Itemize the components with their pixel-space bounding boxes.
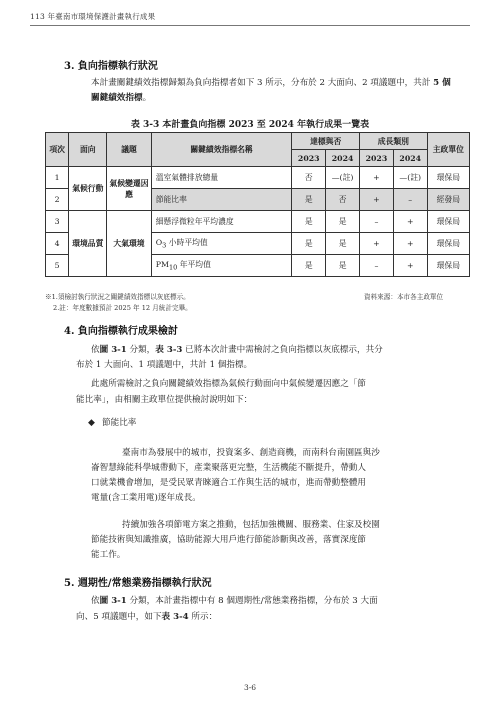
cell-agency: 經發局 [427, 189, 469, 211]
running-header: 113 年臺南市環境保護計畫執行成果 [30, 12, 156, 21]
table-note-2: 2.註：年度數據預計 2025 年 12 月統計完畢。 [53, 304, 192, 312]
s5p1-a: 依 [91, 596, 100, 606]
diamond-bullet-icon: ◆ [88, 418, 95, 428]
cell-achieved-2023: 是 [292, 189, 326, 211]
cell-growth-2024: – [393, 189, 427, 211]
cell-kpi-name: 溫室氣體排放總量 [151, 167, 292, 189]
cell-no: 3 [46, 211, 69, 233]
cell-achieved-2024: 否 [326, 189, 360, 211]
kpi-name-suffix: 小時平均值 [166, 238, 208, 248]
section-3-title: 3. 負向指標執行狀況 [64, 61, 158, 72]
s5p2-a: 向、5 項議題中，如下 [76, 612, 162, 622]
cell-no: 5 [46, 255, 69, 277]
kpi-name-suffix: 年平均值 [177, 260, 211, 270]
s5p1-c: 分類，本計畫指標中有 8 個週期性/常態業務指標，分布於 3 大面 [126, 596, 378, 606]
section-4-paragraph-2-line-2: 能比率」，由相關主政單位提供檢討說明如下： [76, 395, 253, 405]
cell-achieved-2024: 是 [326, 255, 360, 277]
section-5-title: 5. 週期性/常態業務指標執行狀況 [64, 578, 212, 589]
kpi-name-o: O [155, 238, 163, 248]
cell-achieved-2024: 是 [326, 211, 360, 233]
cell-achieved-2023: 是 [292, 255, 326, 277]
header-achieved-2023: 2023 [292, 150, 326, 167]
cell-kpi-name [151, 255, 292, 277]
header-kpi-name: 關鍵績效指標名稱 [151, 133, 292, 167]
cell-no: 2 [46, 189, 69, 211]
cell-issue-climate: 氣候變遷因應 [107, 167, 151, 211]
section-4-paragraph-2-line-1: 此處所需檢討之負向關鍵績效指標為氣候行動面向中氣候變遷因應之「節 [91, 379, 367, 389]
table-note-1: ※1.須檢討執行狀況之關鍵績效指標以灰底標示。 [45, 293, 190, 301]
table-row [46, 211, 470, 233]
cell-achieved-2023: 是 [292, 211, 326, 233]
s4p3-line-2: 崙智慧綠能科學城帶動下，產業聚落更完整，生活機能不斷提升，帶動人 [91, 463, 367, 473]
cell-growth-2024: + [393, 255, 427, 277]
section-5-paragraph-line-2 [76, 610, 456, 625]
s5p1-figure-ref: 圖 3-1 [99, 596, 127, 606]
cell-growth-2024: + [393, 233, 427, 255]
s4p1-table-ref: 表 3-3 [155, 345, 183, 355]
cell-achieved-2023: 是 [292, 233, 326, 255]
table-caption: 表 3-3 本計畫負向指標 2023 至 2024 年執行成果一覽表 [130, 120, 370, 130]
cell-no: 1 [46, 167, 69, 189]
header-achieved-2024: 2024 [326, 150, 360, 167]
header-agency: 主政單位 [427, 133, 469, 167]
s4p3-line-1: 臺南市為發展中的城市，投資案多、創造商機，而南科台南園區與沙 [122, 448, 380, 458]
header-issue: 議題 [107, 133, 151, 167]
section-3-text-bold: 5 個關鍵績效指標 [91, 78, 451, 103]
cell-kpi-name: 細懸浮微粒年平均濃度 [151, 211, 292, 233]
cell-growth-2024: + [393, 211, 427, 233]
cell-achieved-2024: —(註) [326, 167, 360, 189]
section-3-paragraph [91, 76, 451, 106]
cell-growth-2023: + [360, 167, 394, 189]
s4p4-line-3: 能工作。 [91, 550, 126, 560]
kpi-name-subscript: 10 [168, 263, 178, 272]
section-3-text-post: 。 [142, 93, 152, 103]
cell-growth-2023: – [360, 211, 394, 233]
s4p1-a: 依 [91, 345, 100, 355]
header-growth-2024: 2024 [393, 150, 427, 167]
section-4-paragraph-1-line-2: 布於 1 大面向、1 項議題中，共計 1 個指標。 [76, 360, 253, 370]
s4p3-line-4: 電量(含工業用電)逐年成長。 [91, 493, 201, 503]
section-4-paragraph-1 [91, 343, 461, 358]
cell-aspect-environment: 環境品質 [69, 211, 107, 277]
kpi-name-subscript: 3 [162, 241, 167, 250]
cell-no: 4 [46, 233, 69, 255]
cell-growth-2023: + [360, 233, 394, 255]
cell-growth-2023: + [360, 189, 394, 211]
cell-kpi-name: 節能比率 [151, 189, 292, 211]
cell-agency: 環保局 [427, 167, 469, 189]
s4p4-line-2: 節能技術與知識推廣，協助能源大用戶進行節能診斷與改善，落實深度節 [91, 535, 367, 545]
s5p2-c: 所示： [188, 612, 218, 622]
cell-growth-2024: —(註) [393, 167, 427, 189]
s4p4-line-1: 持續加強各項節電方案之推動，包括加強機關、服務業、住家及校園 [122, 520, 380, 530]
table-source: 資料來源：本市各主政單位 [364, 293, 444, 301]
s4p1-e: 已將本次計畫中需檢討之負向指標以灰底標示，共分 [182, 345, 383, 355]
header-growth: 成長類別 [360, 133, 428, 150]
cell-growth-2023: – [360, 255, 394, 277]
cell-achieved-2023: 否 [292, 167, 326, 189]
cell-agency: 環保局 [427, 233, 469, 255]
s5p2-table-ref: 表 3-4 [161, 612, 189, 622]
cell-agency: 環保局 [427, 255, 469, 277]
header-growth-2023: 2023 [360, 150, 394, 167]
section-5-paragraph-line-1 [91, 594, 461, 609]
kpi-name-pm: PM [155, 260, 169, 270]
table-row [46, 167, 470, 189]
cell-issue-atmosphere: 大氣環境 [107, 211, 151, 277]
section-4-title: 4. 負向指標執行成果檢討 [64, 326, 178, 337]
bullet-label: 節能比率 [102, 418, 137, 428]
cell-kpi-name [151, 233, 292, 255]
s4p1-figure-ref: 圖 3-1 [99, 345, 127, 355]
negative-indicator-table [45, 132, 470, 277]
cell-achieved-2024: 是 [326, 233, 360, 255]
s4p1-c: 分類， [126, 345, 156, 355]
header-achieved: 達標與否 [292, 133, 360, 150]
section-3-text-pre: 本計畫關鍵績效指標歸類為負向指標者如下 3 所示，分布於 2 大面向、2 項議題中，共計 [91, 78, 434, 88]
cell-agency: 環保局 [427, 211, 469, 233]
header-item: 項次 [46, 133, 69, 167]
cell-aspect-climate: 氣候行動 [69, 167, 107, 211]
page-number: 3-6 [243, 683, 257, 692]
header-divider [30, 25, 470, 26]
header-aspect: 面向 [69, 133, 107, 167]
s4p3-line-3: 口就業機會增加，是受民眾青睞適合工作與生活的城市，進而帶動整體用 [91, 478, 367, 488]
